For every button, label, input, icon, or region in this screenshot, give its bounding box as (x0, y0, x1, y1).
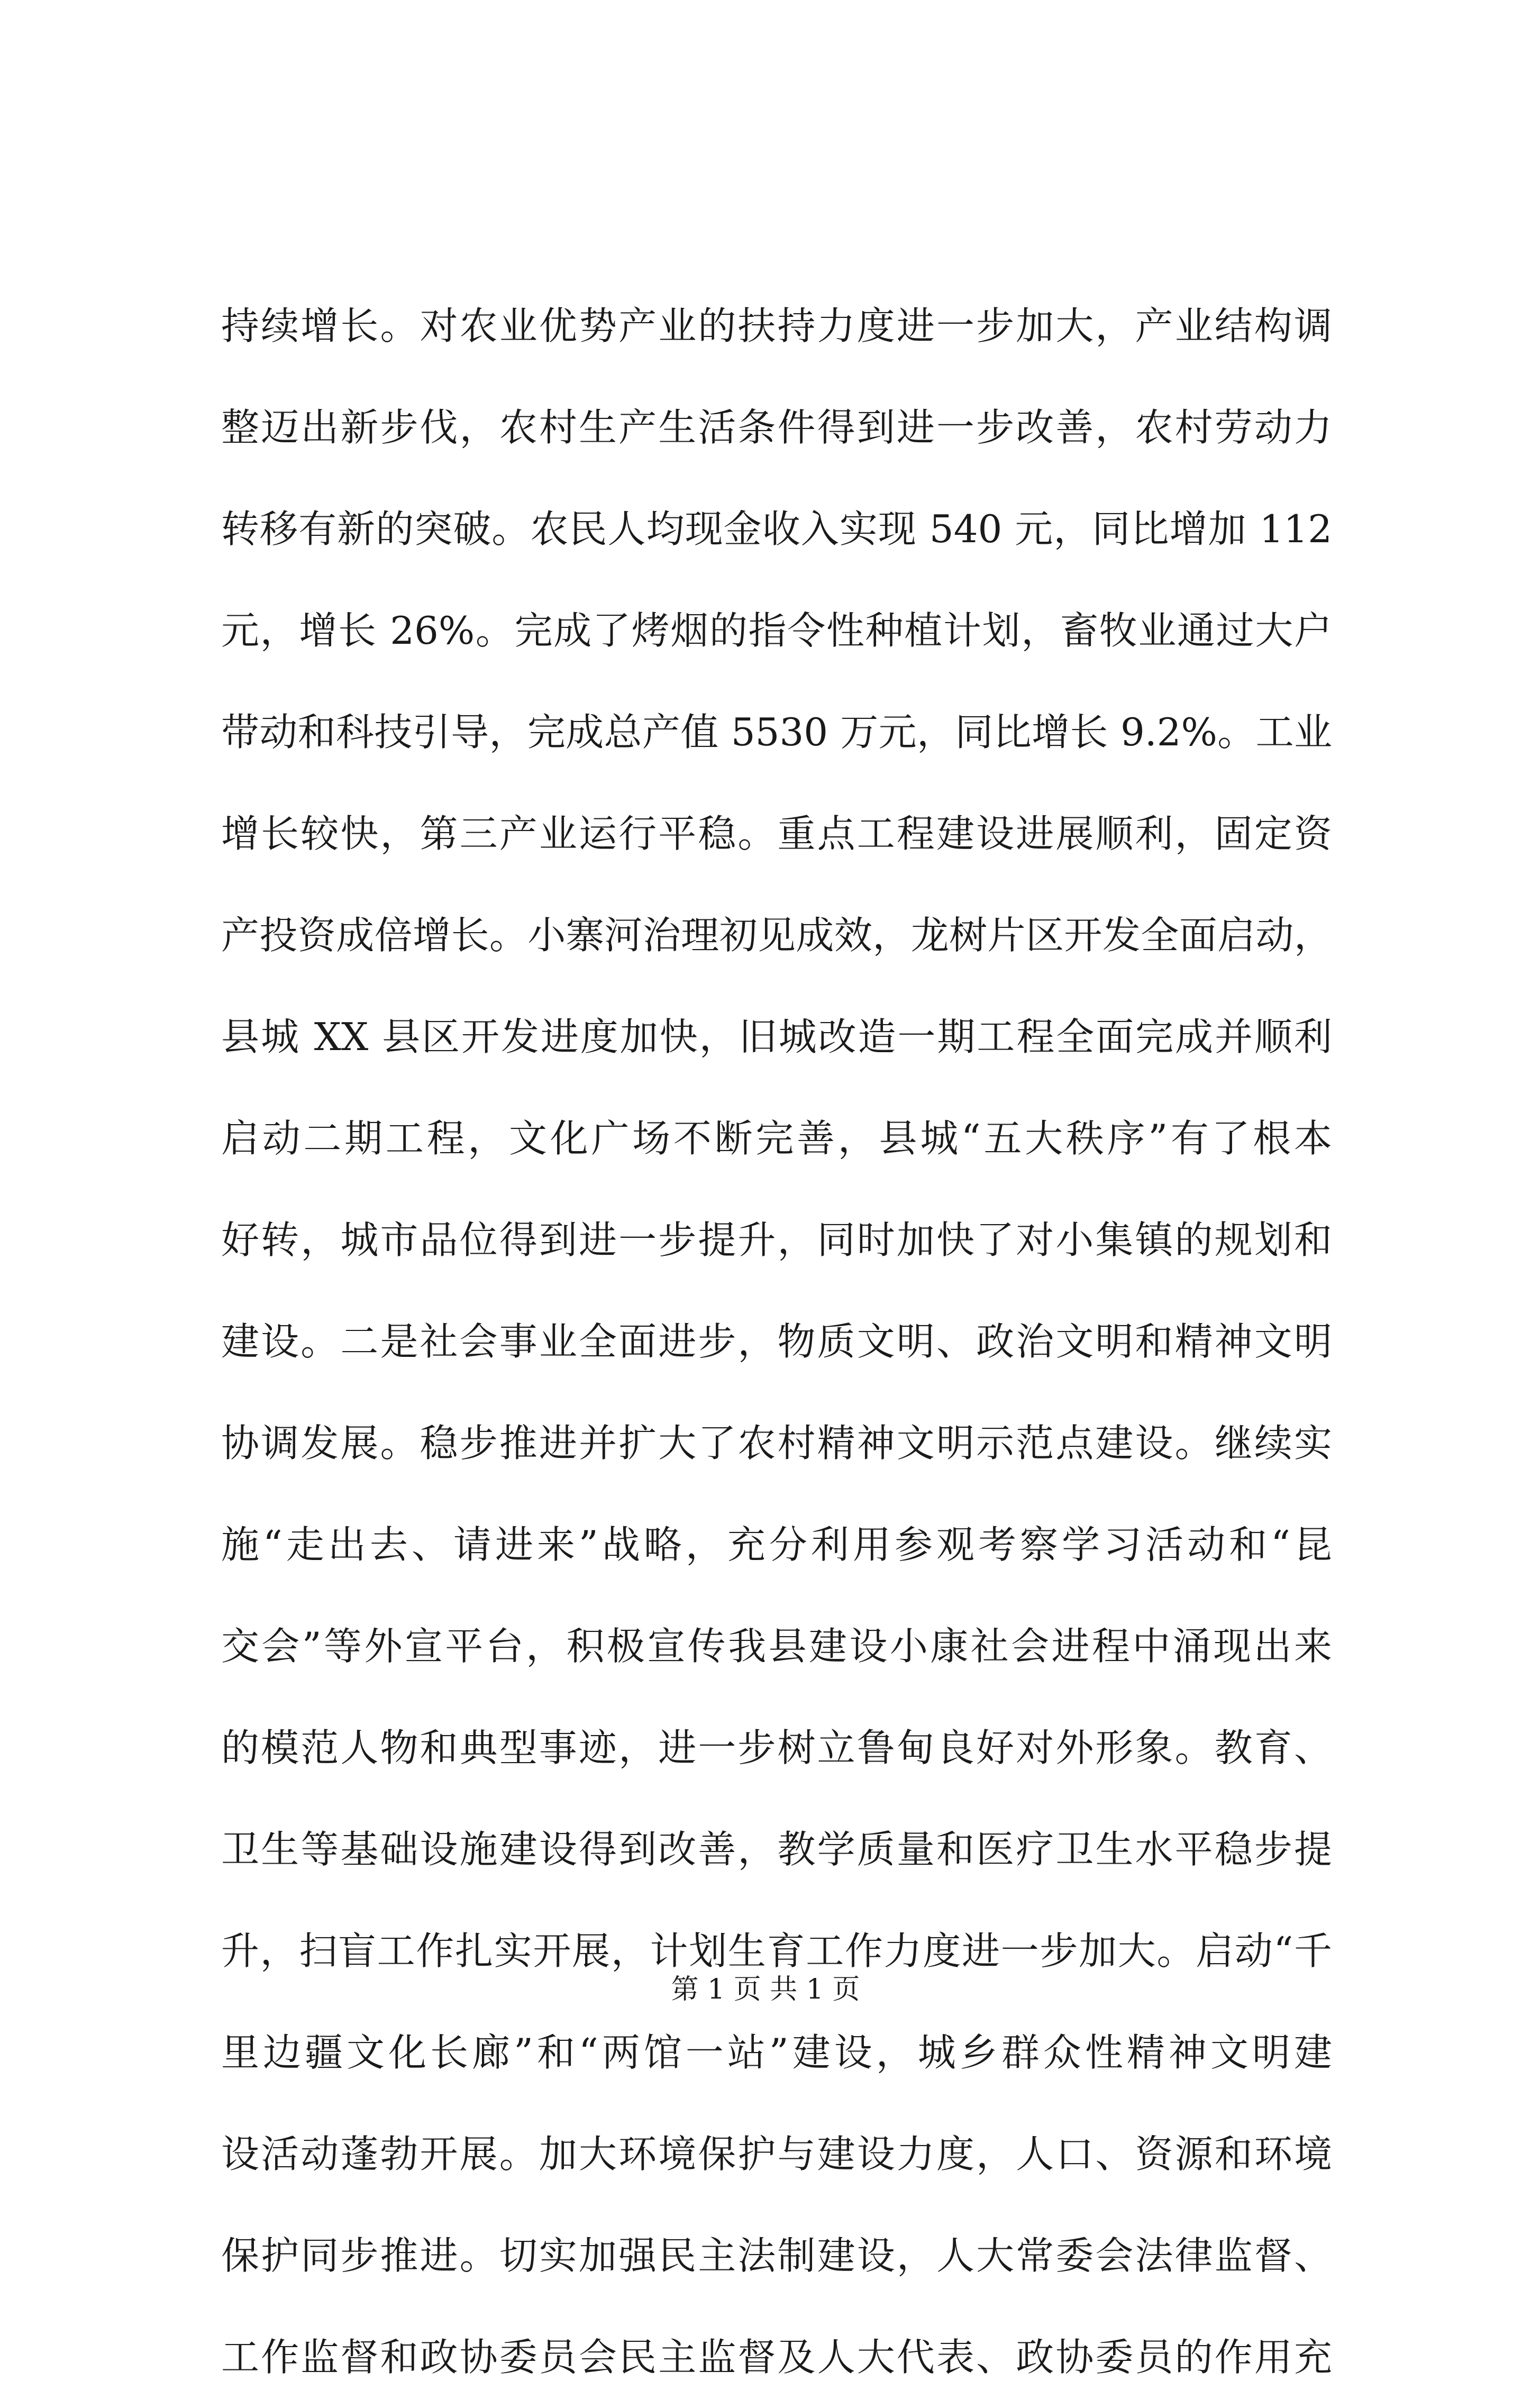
text-line: 设活动蓬勃开展。加大环境保护与建设力度，人口、资源和环境 (221, 2132, 1332, 2176)
text-line: 产投资成倍增长。小寨河治理初见成效，龙树片区开发全面启动， (221, 913, 1332, 957)
page-footer: 第 1 页 共 1 页 (671, 1974, 860, 2005)
text-line: 升，扫盲工作扎实开展，计划生育工作力度进一步加大。启动“千 (221, 1929, 1332, 1973)
text-line: 启动二期工程，文化广场不断完善，县城“五大秩序”有了根本 (221, 1116, 1332, 1161)
text-line: 增长较快，第三产业运行平稳。重点工程建设进展顺利，固定资 (221, 811, 1332, 856)
text-line: 元，增长 26%。完成了烤烟的指令性种植计划，畜牧业通过大户 (221, 608, 1332, 653)
text-line: 好转，城市品位得到进一步提升，同时加快了对小集镇的规划和 (221, 1218, 1332, 1262)
text-line: 保护同步推进。切实加强民主法制建设，人大常委会法律监督、 (221, 2233, 1332, 2278)
text-line: 卫生等基础设施建设得到改善，教学质量和医疗卫生水平稳步提 (221, 1827, 1332, 1872)
text-line: 交会”等外宣平台，积极宣传我县建设小康社会进程中涌现出来 (221, 1624, 1332, 1668)
text-line: 建设。二是社会事业全面进步，物质文明、政治文明和精神文明 (221, 1319, 1332, 1364)
text-line: 协调发展。稳步推进并扩大了农村精神文明示范点建设。继续实 (221, 1421, 1332, 1465)
text-line: 持续增长。对农业优势产业的扶持力度进一步加大，产业结构调 (221, 304, 1332, 348)
text-line: 施“走出去、请进来”战略，充分利用参观考察学习活动和“昆 (221, 1522, 1332, 1567)
text-line: 整迈出新步伐，农村生产生活条件得到进一步改善，农村劳动力 (221, 405, 1332, 450)
text-line: 工作监督和政协委员会民主监督及人大代表、政协委员的作用充 (221, 2335, 1332, 2379)
text-line: 的模范人物和典型事迹，进一步树立鲁甸良好对外形象。教育、 (221, 1726, 1332, 1770)
text-line: 县城 XX 县区开发进度加快，旧城改造一期工程全面完成并顺利 (221, 1015, 1332, 1059)
body-text (221, 275, 1332, 2408)
text-line: 带动和科技引导，完成总产值 5530 万元，同比增长 9.2%。工业 (221, 710, 1332, 754)
text-line: 转移有新的突破。农民人均现金收入实现 540 元，同比增加 112 (221, 507, 1332, 551)
text-line: 里边疆文化长廊”和“两馆一站”建设，城乡群众性精神文明建 (221, 2030, 1332, 2075)
